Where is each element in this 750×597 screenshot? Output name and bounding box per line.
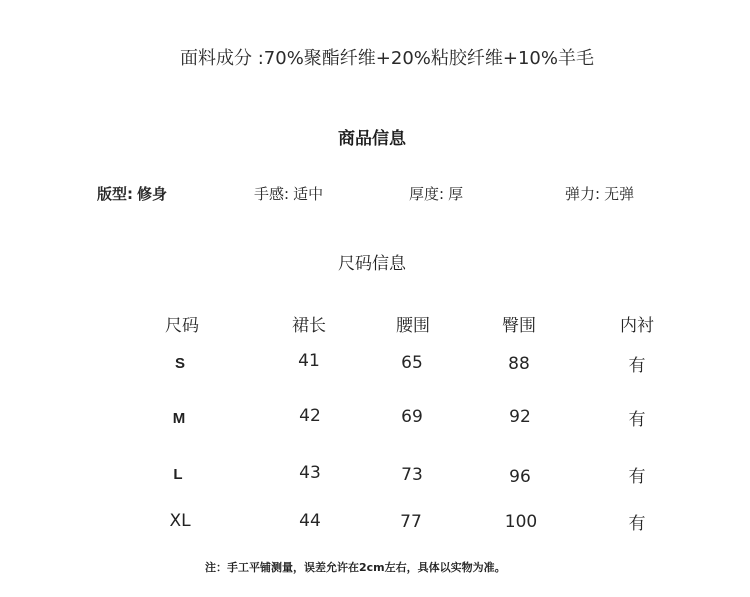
attr-feel bbox=[254, 183, 323, 204]
row-m-hip: 92 bbox=[509, 407, 531, 427]
row-l-hip: 96 bbox=[509, 467, 531, 487]
row-xl-lining: 有 bbox=[628, 514, 646, 534]
row-xl-waist: 77 bbox=[400, 512, 422, 532]
row-xl-length: 44 bbox=[299, 511, 321, 531]
row-s-length: 41 bbox=[298, 351, 320, 371]
header-lining: 内衬 bbox=[620, 316, 654, 336]
header-hip: 臀围 bbox=[502, 316, 536, 336]
row-s-lining: 有 bbox=[628, 356, 646, 376]
attr-thickness-key: 厚度: bbox=[409, 185, 445, 203]
row-s-size: S bbox=[174, 355, 186, 372]
attr-elasticity bbox=[565, 183, 634, 204]
row-m-length: 42 bbox=[299, 406, 321, 426]
size-info-title: 尺码信息 bbox=[338, 254, 406, 274]
row-l-size: L bbox=[173, 466, 183, 483]
row-l-waist: 73 bbox=[401, 465, 423, 485]
attr-elasticity-key: 弹力: bbox=[565, 185, 601, 203]
product-info-title: 商品信息 bbox=[338, 129, 406, 149]
row-l-lining: 有 bbox=[628, 467, 646, 487]
header-length: 裙长 bbox=[292, 316, 326, 336]
row-s-hip: 88 bbox=[508, 354, 530, 374]
attr-feel-key: 手感: bbox=[254, 185, 290, 203]
attr-elasticity-value: 无弹 bbox=[604, 185, 635, 203]
attr-fit-value: 修身 bbox=[137, 185, 168, 203]
row-s-waist: 65 bbox=[401, 353, 423, 373]
row-xl-size: XL bbox=[169, 511, 191, 531]
attr-thickness bbox=[409, 183, 463, 204]
row-m-size: M bbox=[172, 410, 186, 427]
attr-fit bbox=[97, 183, 167, 204]
measurement-note: 注：手工平铺测量，误差允许在2cm左右，具体以实物为准。 bbox=[205, 561, 506, 574]
attr-fit-key: 版型: bbox=[97, 185, 133, 203]
row-l-length: 43 bbox=[299, 463, 321, 483]
attr-thickness-value: 厚 bbox=[448, 185, 464, 203]
fabric-composition: 面料成分 :70%聚酯纤维+20%粘胶纤维+10%羊毛 bbox=[180, 48, 594, 69]
attr-feel-value: 适中 bbox=[293, 185, 324, 203]
row-xl-hip: 100 bbox=[504, 512, 538, 532]
header-size: 尺码 bbox=[165, 316, 199, 336]
header-waist: 腰围 bbox=[396, 316, 430, 336]
row-m-waist: 69 bbox=[401, 407, 423, 427]
row-m-lining: 有 bbox=[628, 410, 646, 430]
